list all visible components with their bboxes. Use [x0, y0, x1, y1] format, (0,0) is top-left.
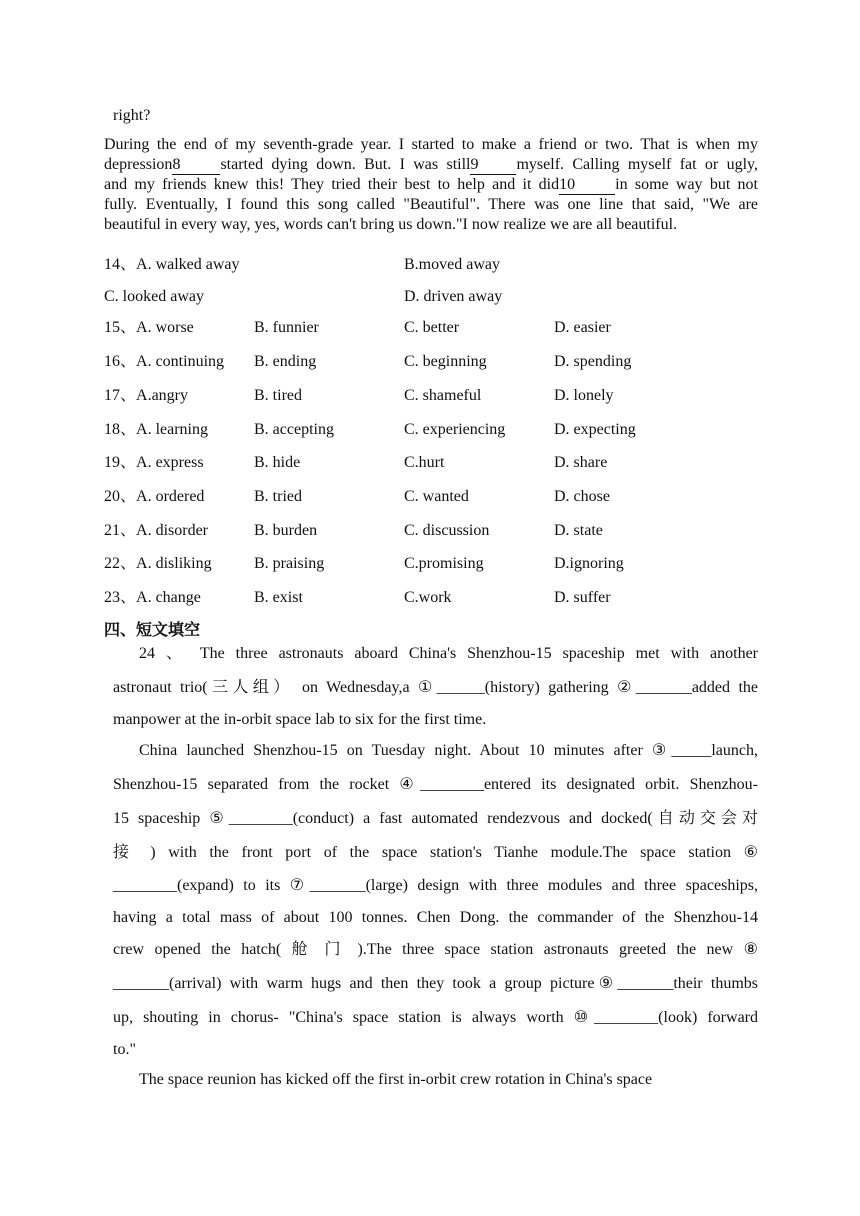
question-number: 21、 — [104, 522, 137, 539]
option-c: C.hurt — [404, 454, 445, 471]
cloze-line: China launched Shenzhou-15 on Tuesday night. About 10 minutes after ③_____launch, — [139, 742, 758, 759]
option-c: C. looked away — [104, 288, 204, 305]
question-number: 16、 — [104, 353, 137, 370]
cloze-line: manpower at the in-orbit space lab to six for the first time. — [113, 711, 487, 728]
question-20 — [104, 487, 204, 507]
question-23 — [104, 588, 201, 608]
question-16 — [104, 352, 224, 372]
option-b: B. tired — [254, 387, 302, 404]
option-b: B. accepting — [254, 421, 334, 438]
option-b: B.moved away — [404, 256, 500, 273]
passage-text: myself. Calling myself fat or ugly, — [516, 156, 759, 173]
option-a: A. change — [136, 589, 201, 606]
question-number: 14、 — [104, 256, 137, 273]
option-d: D. spending — [554, 353, 632, 370]
cloze-line: crew opened the hatch( 舱 门 ).The three space station astronauts greeted the new ⑧ — [113, 941, 758, 958]
passage-text: in some way but not — [615, 176, 759, 193]
cloze-line: _______(arrival) with warm hugs and then they took a group picture⑨_______their thumbs — [113, 975, 758, 992]
cloze-line: 15 spaceship ⑤________(conduct) a fast automated rendezvous and docked(自动交会对 — [113, 810, 758, 827]
option-c: C.promising — [404, 555, 484, 572]
question-17 — [104, 386, 188, 406]
passage-line — [104, 175, 758, 195]
option-b: B. burden — [254, 522, 318, 539]
option-a: A.angry — [136, 387, 188, 404]
passage-line — [104, 155, 758, 175]
option-a: A. disliking — [136, 555, 212, 572]
passage-line: During the end of my seventh-grade year. I started to make a friend or two. That is when my — [104, 136, 758, 153]
option-c: C.work — [404, 589, 452, 606]
option-d: D.ignoring — [554, 555, 624, 572]
option-d: D. driven away — [404, 288, 503, 305]
cloze-line: ________(expand) to its ⑦_______(large) design with three modules and three spaceships, — [113, 877, 758, 894]
option-c: C. better — [404, 319, 460, 336]
cloze-line: Shenzhou-15 separated from the rocket ④________entered its designated orbit. Shenzhou- — [113, 776, 758, 793]
section-heading: 四、短文填空 — [104, 622, 201, 639]
passage-line: beautiful in every way, yes, words can't bring us down."I now realize we are all beautiful. — [104, 216, 678, 233]
question-19 — [104, 453, 204, 473]
passage-text: and my friends knew this! They tried their best to help and it did — [104, 176, 560, 193]
option-b: B. exist — [254, 589, 303, 606]
cloze-line: astronaut trio(三人组） on Wednesday,a ①______(history) gathering ②_______added the — [113, 679, 758, 696]
question-number: 23、 — [104, 589, 137, 606]
option-c: C. experiencing — [404, 421, 506, 438]
option-b: B. tried — [254, 488, 302, 505]
option-a: A. learning — [136, 421, 208, 438]
question-22 — [104, 554, 212, 574]
option-c: C. discussion — [404, 522, 490, 539]
question-21 — [104, 521, 208, 541]
passage-line: fully. Eventually, I found this song called "Beautiful". There was one line that said, "We are — [104, 196, 758, 213]
option-d: D. expecting — [554, 421, 636, 438]
option-b: B. hide — [254, 454, 301, 471]
option-a: A. disorder — [136, 522, 208, 539]
question-15 — [104, 318, 194, 338]
question-number: 22、 — [104, 555, 137, 572]
option-a: A. express — [136, 454, 204, 471]
option-c: C. wanted — [404, 488, 469, 505]
option-d: D. share — [554, 454, 608, 471]
passage-line: right? — [113, 107, 151, 124]
option-a: A. continuing — [136, 353, 225, 370]
cloze-line: to." — [113, 1041, 136, 1058]
cloze-line: The space reunion has kicked off the first in-orbit crew rotation in China's space — [139, 1071, 653, 1088]
question-18 — [104, 420, 208, 440]
passage-text: started dying down. But. I was still — [220, 156, 471, 173]
cloze-line: up, shouting in chorus- "China's space station is always worth ⑩________(look) forward — [113, 1009, 758, 1026]
blank-9: 9 — [470, 156, 516, 175]
option-d: D. easier — [554, 319, 611, 336]
cloze-line: 接 ) with the front port of the space station's Tianhe module.The space station ⑥ — [113, 844, 758, 861]
question-14 — [104, 255, 240, 275]
question-number: 17、 — [104, 387, 137, 404]
option-b: B. ending — [254, 353, 317, 370]
blank-8: 8 — [172, 156, 220, 175]
option-d: D. chose — [554, 488, 610, 505]
option-b: B. funnier — [254, 319, 319, 336]
cloze-line: 24 、 The three astronauts aboard China's Shenzhou-15 spaceship met with another — [139, 645, 758, 662]
option-a: A. walked away — [136, 256, 240, 273]
option-d: D. suffer — [554, 589, 611, 606]
question-number: 19、 — [104, 454, 137, 471]
passage-text: depression — [104, 156, 173, 173]
option-d: D. lonely — [554, 387, 614, 404]
question-number: 15、 — [104, 319, 137, 336]
question-number: 18、 — [104, 421, 137, 438]
option-a: A. worse — [136, 319, 194, 336]
blank-10: 10 — [559, 176, 615, 195]
question-number: 20、 — [104, 488, 137, 505]
option-c: C. shameful — [404, 387, 482, 404]
option-b: B. praising — [254, 555, 325, 572]
option-d: D. state — [554, 522, 603, 539]
cloze-line: having a total mass of about 100 tonnes. Chen Dong. the commander of the Shenzhou-14 — [113, 909, 758, 926]
option-c: C. beginning — [404, 353, 487, 370]
option-a: A. ordered — [136, 488, 205, 505]
